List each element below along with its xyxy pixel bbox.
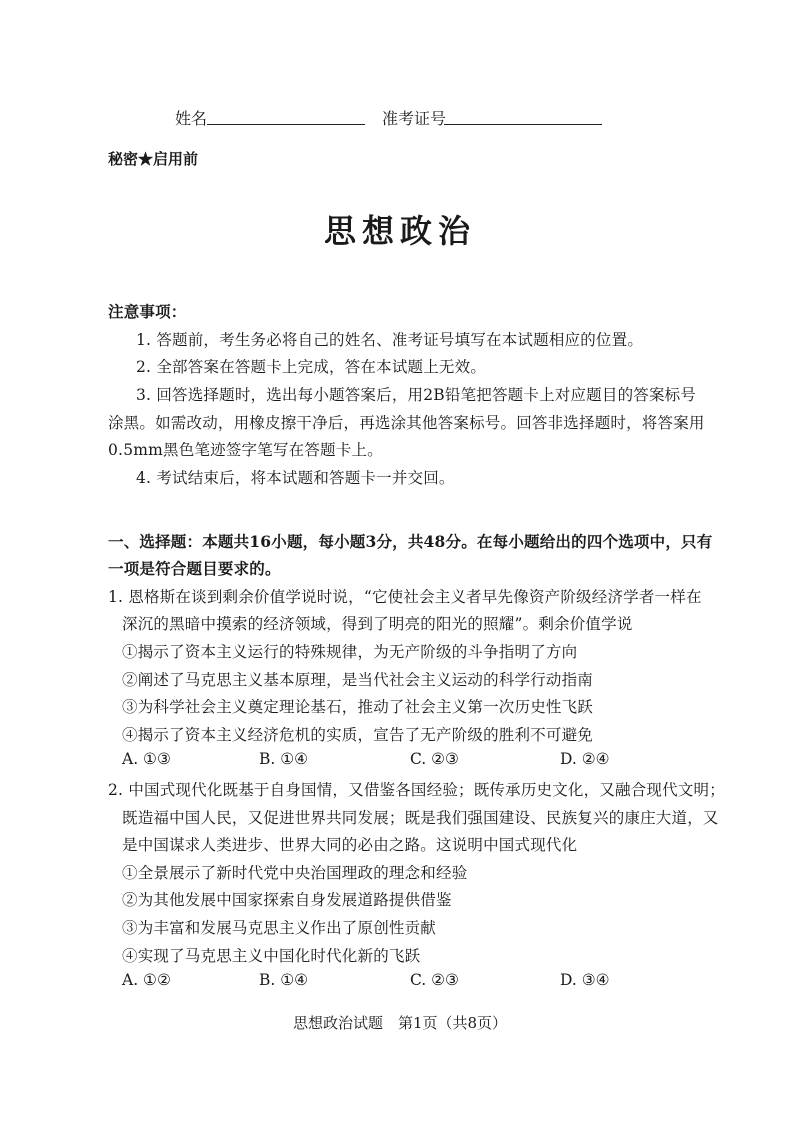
question-2-statement: ②为其他发展中国家探索自身发展道路提供借鉴 xyxy=(122,891,452,909)
question-2-option-c: C. ②③ xyxy=(410,971,459,989)
question-1-stem: 1. 恩格斯在谈到剩余价值学说时说，“它使社会主义者早先像资产阶级经济学者一样在 xyxy=(108,588,702,606)
section-heading-cont: 一项是符合题目要求的。 xyxy=(108,559,281,578)
page-footer: 思想政治试题 第1页（共8页） xyxy=(292,1014,508,1032)
name-label: 姓名 xyxy=(175,109,208,128)
secret-label: 秘密★启用前 xyxy=(108,150,199,168)
question-1-stem: 深沉的黑暗中摸索的经济领域，得到了明亮的阳光的照耀”。剩余价值学说 xyxy=(122,615,633,633)
question-2-stem: 2. 中国式现代化既基于自身国情，又借鉴各国经验；既传承历史文化，又融合现代文明； xyxy=(108,781,725,799)
section-heading: 一、选择题：本题共16小题，每小题3分，共48分。在每小题给出的四个选项中，只有 xyxy=(108,532,713,551)
question-2-statement: ①全景展示了新时代党中央治国理政的理念和经验 xyxy=(122,864,468,882)
question-1-option-a: A. ①③ xyxy=(122,750,171,768)
notice-line: 涂黑。如需改动，用橡皮擦干净后，再选涂其他答案标号。回答非选择题时，将答案用 xyxy=(108,414,705,432)
notice-line: 3. 回答选择题时，选出每小题答案后，用2B铅笔把答题卡上对应题目的答案标号 xyxy=(136,386,697,404)
notice-heading: 注意事项： xyxy=(108,302,187,321)
question-1-statement: ④揭示了资本主义经济危机的实质，宣告了无产阶级的胜利不可避免 xyxy=(122,726,594,744)
question-2-statement: ④实现了马克思主义中国化时代化新的飞跃 xyxy=(122,947,421,965)
question-2-statement: ③为丰富和发展马克思主义作出了原创性贡献 xyxy=(122,919,437,937)
question-1-statement: ①揭示了资本主义运行的特殊规律，为无产阶级的斗争指明了方向 xyxy=(122,643,578,661)
question-2-stem: 既造福中国人民，又促进世界共同发展；既是我们强国建设、民族复兴的康庄大道，又 xyxy=(122,809,719,827)
name-field[interactable] xyxy=(207,106,365,125)
notice-line: 1. 答题前，考生务必将自己的姓名、准考证号填写在本试题相应的位置。 xyxy=(136,331,644,349)
notice-line: 4. 考试结束后，将本试题和答题卡一并交回。 xyxy=(136,469,455,487)
notice-line: 0.5mm黑色笔迹签字笔写在答题卡上。 xyxy=(108,441,383,459)
question-1-option-c: C. ②③ xyxy=(410,750,459,768)
notice-line: 2. 全部答案在答题卡上完成，答在本试题上无效。 xyxy=(136,358,487,376)
question-2-option-a: A. ①② xyxy=(122,971,171,989)
question-2-option-d: D. ③④ xyxy=(560,971,610,989)
exam-id-field[interactable] xyxy=(444,106,602,125)
question-1-option-d: D. ②④ xyxy=(560,750,610,768)
question-1-option-b: B. ①④ xyxy=(259,750,309,768)
question-1-statement: ③为科学社会主义奠定理论基石，推动了社会主义第一次历史性飞跃 xyxy=(122,698,594,716)
page-title: 思想政治 xyxy=(323,212,476,250)
question-1-statement: ②阐述了马克思主义基本原理，是当代社会主义运动的科学行动指南 xyxy=(122,671,594,689)
question-2-stem: 是中国谋求人类进步、世界大同的必由之路。这说明中国式现代化 xyxy=(122,836,578,854)
question-2-option-b: B. ①④ xyxy=(259,971,309,989)
exam-id-label: 准考证号 xyxy=(382,109,447,128)
